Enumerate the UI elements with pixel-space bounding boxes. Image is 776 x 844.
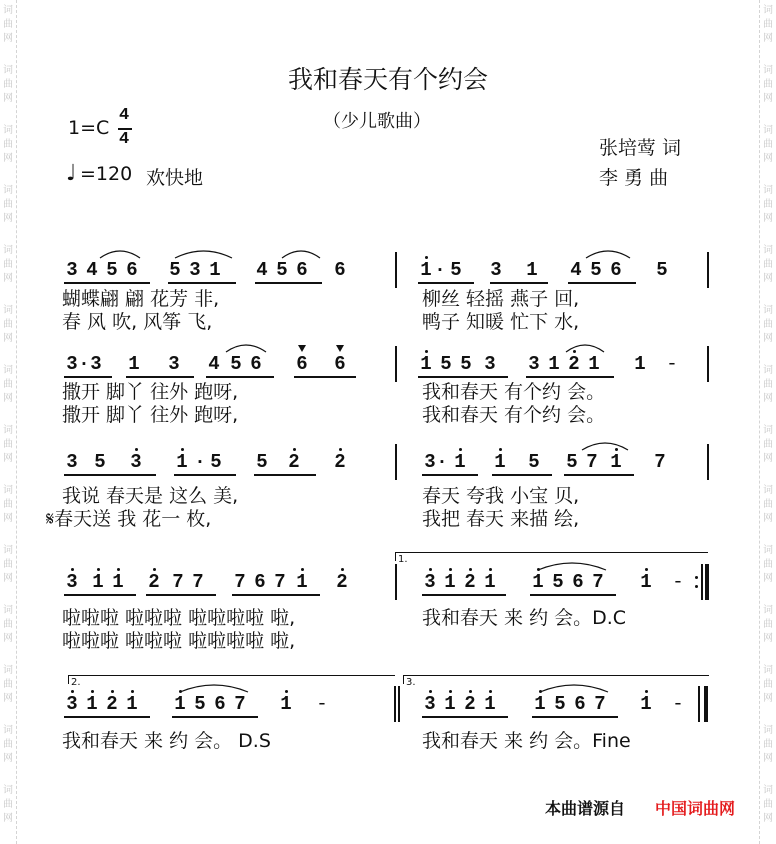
watermark-text: 词曲网 [3, 245, 13, 284]
underline-beam [526, 376, 614, 378]
watermark-text: 词曲网 [3, 725, 13, 764]
note: 5 [169, 259, 181, 281]
high-octave-dot [341, 568, 344, 571]
watermark-text: 词曲网 [763, 545, 773, 584]
watermark-text: 词曲网 [3, 605, 13, 644]
note: 5 [210, 451, 222, 473]
lyric-line-2a: 春 风 吹, 风筝 飞, [62, 311, 213, 333]
note: 5 [94, 451, 106, 473]
lyric-line-8a: 啦啦啦 啦啦啦 啦啦啦啦 啦, [62, 630, 296, 652]
lyric-line-7a: 啦啦啦 啦啦啦 啦啦啦啦 啦, [62, 607, 296, 629]
note: 1 [532, 571, 544, 593]
sustain-dash: - [316, 693, 328, 715]
note: 2 [106, 693, 118, 715]
note: 1 [444, 571, 456, 593]
dotted-rhythm: · [194, 451, 206, 473]
composer-credit: 李 勇 曲 [599, 167, 669, 189]
lyric-line-6b: 我把 春天 来描 绘, [422, 508, 580, 530]
watermark-text: 词曲网 [763, 725, 773, 764]
note: 5 [450, 259, 462, 281]
note: 3 [130, 451, 142, 473]
note: 1 [176, 451, 188, 473]
accent-mark [298, 345, 306, 352]
underline-beam [146, 594, 216, 596]
watermark-text: 词曲网 [3, 65, 13, 104]
time-signature-bottom: 4 [119, 130, 130, 149]
note: 1 [86, 693, 98, 715]
slur [566, 345, 604, 352]
note: 7 [192, 571, 204, 593]
high-octave-dot [153, 568, 156, 571]
note: 5 [440, 353, 452, 375]
note: 3 [90, 353, 102, 375]
double-barline [398, 686, 400, 722]
note: 1 [640, 571, 652, 593]
note: 2 [464, 571, 476, 593]
note: 2 [334, 451, 346, 473]
note: 1 [484, 693, 496, 715]
note: 5 [460, 353, 472, 375]
slur [175, 251, 232, 258]
note: 1 [484, 571, 496, 593]
barline [395, 252, 397, 288]
note: 6 [610, 259, 622, 281]
slur [582, 443, 628, 450]
underline-beam [174, 474, 236, 476]
note: 2 [336, 571, 348, 593]
lyric-line-6a: 𝄋春天送 我 花一 枚, [46, 508, 212, 530]
high-octave-dot [459, 448, 462, 451]
high-octave-dot [469, 690, 472, 693]
watermark-text: 词曲网 [763, 245, 773, 284]
note: 3 [66, 353, 78, 375]
note: 6 [574, 693, 586, 715]
note: 1 [548, 353, 560, 375]
watermark-text: 词曲网 [763, 125, 773, 164]
high-octave-dot [301, 568, 304, 571]
dotted-rhythm: · [78, 353, 90, 375]
watermark-text: 词曲网 [763, 785, 773, 824]
slur [282, 251, 320, 258]
volta-bracket-2 [68, 675, 395, 684]
barline [395, 444, 397, 480]
expression-marking: 欢快地 [146, 167, 204, 189]
volta-bracket-1 [395, 552, 708, 561]
note: 3 [424, 451, 436, 473]
final-barline-thin [698, 686, 700, 722]
note: 3 [66, 259, 78, 281]
underline-beam [532, 716, 618, 718]
note: 3 [490, 259, 502, 281]
note: 6 [334, 353, 346, 375]
note: 4 [570, 259, 582, 281]
underline-beam [126, 376, 194, 378]
note: 5 [566, 451, 578, 473]
lyricist-credit: 张培莺 词 [599, 137, 682, 159]
note: 1 [610, 451, 622, 473]
note: 5 [554, 693, 566, 715]
note: 6 [126, 259, 138, 281]
underline-beam [64, 716, 150, 718]
note: 1 [112, 571, 124, 593]
note: 1 [420, 353, 432, 375]
watermark-text: 词曲网 [3, 545, 13, 584]
high-octave-dot [539, 690, 542, 693]
note: 3 [424, 693, 436, 715]
note: 6 [254, 571, 266, 593]
high-octave-dot [179, 690, 182, 693]
note: 1 [420, 259, 432, 281]
note: 1 [588, 353, 600, 375]
volta-number-3: 3. [406, 677, 416, 688]
note: 7 [172, 571, 184, 593]
note: 2 [568, 353, 580, 375]
underline-beam [294, 376, 356, 378]
volta-number-2: 2. [71, 677, 81, 688]
double-barline [394, 686, 396, 722]
slur [180, 685, 248, 692]
note: 7 [586, 451, 598, 473]
barline [707, 346, 709, 382]
note: 5 [590, 259, 602, 281]
underline-beam [64, 594, 136, 596]
repeat-end-thin [701, 564, 703, 600]
watermark-text: 词曲网 [763, 65, 773, 104]
note: 1 [126, 693, 138, 715]
high-octave-dot [429, 690, 432, 693]
note: 3 [528, 353, 540, 375]
high-octave-dot [97, 568, 100, 571]
note: 1 [296, 571, 308, 593]
barline [707, 252, 709, 288]
high-octave-dot [499, 448, 502, 451]
note: 1 [280, 693, 292, 715]
note: 7 [234, 693, 246, 715]
high-octave-dot [537, 568, 540, 571]
volta-number-1: 1. [398, 554, 408, 565]
lyric-line-9b: 我和春天 来 约 会。Fine [422, 730, 631, 752]
note: 7 [594, 693, 606, 715]
note: 5 [656, 259, 668, 281]
note: 6 [334, 259, 346, 281]
underline-beam [418, 376, 508, 378]
note: 7 [592, 571, 604, 593]
note: 1 [526, 259, 538, 281]
source-site-link[interactable]: 中国词曲网 [655, 799, 736, 818]
watermark-text: 词曲网 [3, 425, 13, 464]
note: 3 [66, 571, 78, 593]
underline-beam [64, 376, 112, 378]
note: 7 [274, 571, 286, 593]
lyric-line-7b: 我和春天 来 约 会。D.C [422, 607, 627, 629]
key-signature: 1=C [68, 117, 110, 139]
note: 5 [106, 259, 118, 281]
note: 6 [214, 693, 226, 715]
lyric-line-4b: 我和春天 有个约 会。 [422, 404, 606, 426]
note: 3 [189, 259, 201, 281]
underline-beam [232, 594, 320, 596]
dotted-rhythm: · [436, 451, 448, 473]
note: 4 [208, 353, 220, 375]
note: 1 [209, 259, 221, 281]
slur [586, 251, 630, 258]
underline-beam [206, 376, 274, 378]
note: 4 [256, 259, 268, 281]
note: 1 [174, 693, 186, 715]
underline-beam [64, 474, 156, 476]
high-octave-dot [293, 448, 296, 451]
slur [538, 563, 606, 570]
barline [395, 346, 397, 382]
note: 5 [528, 451, 540, 473]
note: 1 [128, 353, 140, 375]
high-octave-dot [449, 690, 452, 693]
note: 3 [484, 353, 496, 375]
dotted-rhythm: · [434, 259, 446, 281]
high-octave-dot [449, 568, 452, 571]
high-octave-dot [615, 448, 618, 451]
barline [395, 564, 397, 600]
note: 3 [424, 571, 436, 593]
lyric-line-9a: 我和春天 来 约 会。 D.S [62, 730, 271, 752]
high-octave-dot [181, 448, 184, 451]
time-signature-top: 4 [119, 106, 130, 125]
watermark-text: 词曲网 [3, 5, 13, 44]
note: 6 [250, 353, 262, 375]
note: 1 [640, 693, 652, 715]
watermark-text: 词曲网 [763, 485, 773, 524]
note: 3 [66, 451, 78, 473]
note: 7 [234, 571, 246, 593]
note: 3 [66, 693, 78, 715]
high-octave-dot [469, 568, 472, 571]
watermark-text: 词曲网 [3, 305, 13, 344]
lyric-line-3b: 我和春天 有个约 会。 [422, 381, 606, 403]
note: 7 [654, 451, 666, 473]
underline-beam [254, 474, 316, 476]
note: 5 [194, 693, 206, 715]
high-octave-dot [91, 690, 94, 693]
high-octave-dot [645, 568, 648, 571]
source-label: 本曲谱源自 [545, 799, 626, 818]
note: 2 [148, 571, 160, 593]
barline [707, 444, 709, 480]
note: 5 [276, 259, 288, 281]
note: 6 [296, 259, 308, 281]
watermark-text: 词曲网 [3, 185, 13, 224]
watermark-text: 词曲网 [763, 425, 773, 464]
underline-beam [422, 716, 508, 718]
lyric-line-3a: 撒开 脚丫 往外 跑呀, [62, 381, 239, 403]
accent-mark [336, 345, 344, 352]
sustain-dash: - [666, 353, 678, 375]
lyric-line-5a: 我说 春天是 这么 美, [62, 485, 239, 507]
lyric-line-5b: 春天 夸我 小宝 贝, [422, 485, 580, 507]
high-octave-dot [71, 690, 74, 693]
underline-beam [422, 474, 478, 476]
high-octave-dot [645, 690, 648, 693]
watermark-text: 词曲网 [3, 665, 13, 704]
high-octave-dot [135, 448, 138, 451]
sustain-dash: - [672, 693, 684, 715]
high-octave-dot [285, 690, 288, 693]
sustain-dash: - [672, 571, 684, 593]
note: 5 [552, 571, 564, 593]
song-subtitle: （少儿歌曲） [323, 111, 431, 132]
watermark-text: 词曲网 [3, 125, 13, 164]
underline-beam [422, 594, 506, 596]
underline-beam [568, 282, 636, 284]
high-octave-dot [489, 568, 492, 571]
watermark-text: 词曲网 [763, 605, 773, 644]
note: 1 [634, 353, 646, 375]
slur [540, 685, 608, 692]
note: 4 [86, 259, 98, 281]
high-octave-dot [339, 448, 342, 451]
repeat-dot [695, 585, 698, 588]
lyric-line-4a: 撒开 脚丫 往外 跑呀, [62, 404, 239, 426]
watermark-text: 词曲网 [3, 485, 13, 524]
underline-beam [492, 474, 552, 476]
high-octave-dot [425, 256, 428, 259]
high-octave-dot [111, 690, 114, 693]
lyric-line-1b: 柳丝 轻摇 燕子 回, [422, 288, 580, 310]
watermark-text: 词曲网 [763, 185, 773, 224]
high-octave-dot [573, 350, 576, 353]
note: 6 [572, 571, 584, 593]
note: 1 [534, 693, 546, 715]
watermark-text: 词曲网 [3, 785, 13, 824]
high-octave-dot [429, 568, 432, 571]
quarter-note-icon: ♩ [66, 161, 77, 186]
underline-beam [564, 474, 634, 476]
note: 2 [288, 451, 300, 473]
note: 2 [464, 693, 476, 715]
final-barline-thick [704, 686, 708, 722]
underline-beam [530, 594, 616, 596]
watermark-text: 词曲网 [3, 365, 13, 404]
slur [100, 251, 140, 258]
note: 5 [256, 451, 268, 473]
volta-bracket-3 [403, 675, 709, 684]
high-octave-dot [489, 690, 492, 693]
underline-beam [490, 282, 548, 284]
high-octave-dot [425, 350, 428, 353]
slur [226, 345, 266, 352]
underline-beam [168, 282, 236, 284]
watermark-text: 词曲网 [763, 5, 773, 44]
high-octave-dot [71, 568, 74, 571]
repeat-dot [695, 576, 698, 579]
watermark-text: 词曲网 [763, 365, 773, 404]
underline-beam [255, 282, 322, 284]
song-title: 我和春天有个约会 [287, 65, 488, 94]
lyric-line-1a: 蝴蝶翩 翩 花芳 非, [62, 288, 220, 310]
lyric-line-2b: 鸭子 知暖 忙下 水, [422, 311, 580, 333]
underline-beam [172, 716, 258, 718]
watermark-text: 词曲网 [763, 665, 773, 704]
note: 1 [454, 451, 466, 473]
note: 1 [92, 571, 104, 593]
underline-beam [64, 282, 150, 284]
note: 6 [296, 353, 308, 375]
high-octave-dot [131, 690, 134, 693]
high-octave-dot [117, 568, 120, 571]
note: 1 [444, 693, 456, 715]
note: 1 [494, 451, 506, 473]
watermark-text: 词曲网 [763, 305, 773, 344]
note: 3 [168, 353, 180, 375]
underline-beam [418, 282, 474, 284]
tempo-marking: =120 [80, 163, 133, 185]
note: 5 [230, 353, 242, 375]
repeat-end-thick [706, 564, 709, 600]
